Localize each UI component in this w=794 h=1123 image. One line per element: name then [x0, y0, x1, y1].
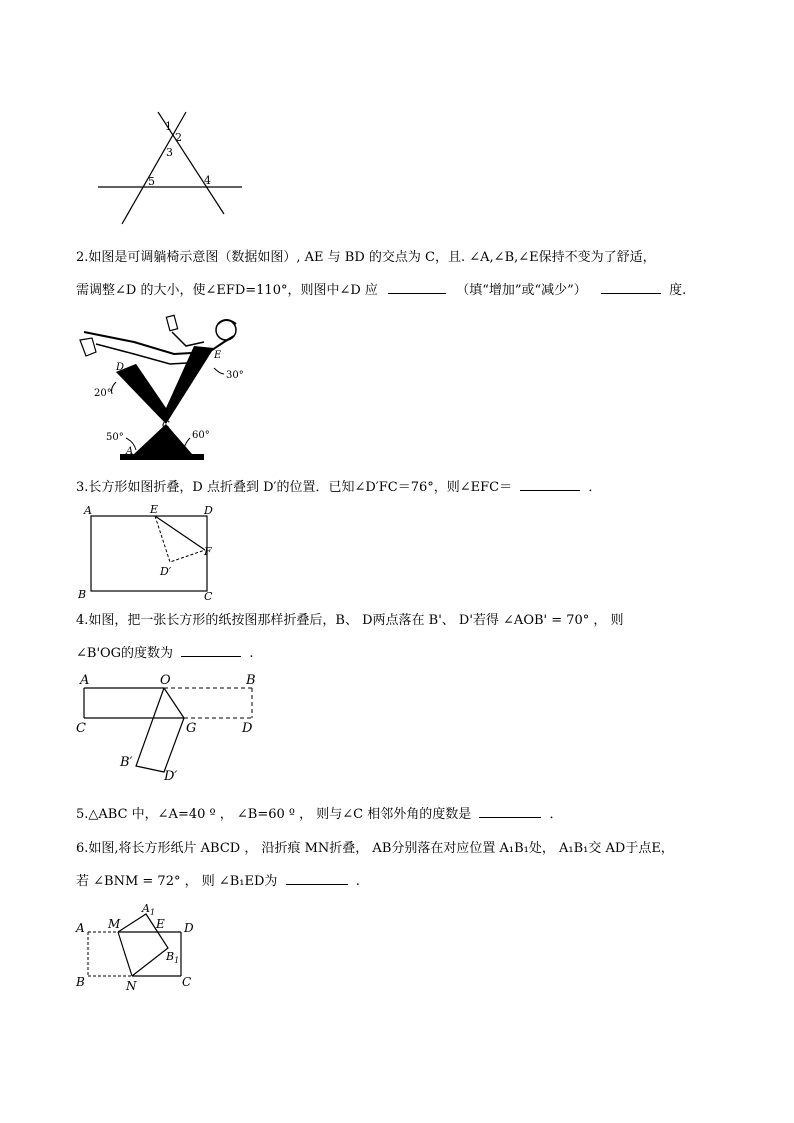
abcd-label-b1-main: B — [166, 950, 175, 963]
q4-line1: 4.如图，把一张长方形的纸按图那样折叠后，B、 D两点落在 B'、 D'若得 ∠AOB' = 70° ， 则 — [76, 613, 624, 628]
q3-question: 3.长方形如图折叠，D 点折叠到 D′的位置．已知∠D′FC＝76°，则∠EFC＝ — [76, 480, 513, 495]
rect-label-f: F — [204, 545, 212, 558]
q6-line2 — [76, 872, 360, 891]
q2-line2-unit: 度. — [669, 283, 687, 298]
abcd-label-n: N — [126, 979, 137, 993]
q4-question: ∠B'OG的度数为 — [76, 646, 174, 661]
q3-end: ． — [588, 480, 602, 495]
figure-angles — [90, 110, 250, 230]
chair-label-a: A — [126, 446, 134, 457]
q4-end: . — [249, 646, 254, 661]
strip-label-bprime: B′ — [120, 755, 133, 770]
abcd-label-e: E — [156, 917, 165, 931]
q6-blank[interactable] — [286, 872, 348, 885]
q6-question: 若 ∠BNM = 72° ， 则 ∠B₁ED为 — [76, 874, 278, 889]
abcd-label-a1 — [141, 902, 155, 917]
abcd-label-a: A — [76, 921, 85, 935]
angle-label-4: 4 — [204, 174, 211, 187]
figure-chair — [74, 312, 264, 467]
abcd-label-c: C — [182, 975, 192, 989]
strip-label-a: A — [80, 673, 90, 688]
q5-end: ． — [549, 807, 563, 822]
q3-blank[interactable] — [520, 478, 580, 491]
angle-label-2: 2 — [175, 131, 182, 144]
q2-line2-hint: （填“增加”或“减少”） — [456, 283, 587, 298]
q5-text — [76, 805, 563, 824]
rect-label-dprime: D′ — [160, 565, 172, 578]
angle-label-3: 3 — [166, 146, 173, 159]
chair-angle-30: 30° — [226, 370, 244, 381]
q2-line1: 2.如图是可调躺椅示意图（数据如图）, AE 与 BD 的交点为 C，且. ∠A,∠B,∠E保持不变为了舒适， — [76, 250, 656, 265]
abcd-label-a1-main: A — [142, 902, 150, 915]
chair-angle-20: 20° — [94, 388, 112, 399]
q6-line1: 6.如图,将长方形纸片 ABCD ， 沿折痕 MN折叠， AB分别落在对应位置 A₁B₁处， A₁B₁交 AD于点E， — [76, 841, 674, 856]
rect-label-d: D — [204, 504, 213, 517]
abcd-label-d: D — [184, 921, 194, 935]
q6-end: . — [355, 874, 360, 889]
chair-label-d: D — [116, 362, 125, 373]
chair-label-c: C — [162, 420, 170, 431]
chair-angle-50: 50° — [106, 432, 124, 443]
strip-label-g: G — [186, 721, 197, 736]
q2-blank-1[interactable] — [388, 281, 446, 294]
q5-blank[interactable] — [479, 805, 541, 818]
chair-label-e: E — [214, 350, 222, 361]
strip-label-o: O — [160, 673, 171, 688]
figure-fold-abcd — [74, 898, 204, 993]
figure-fold-strip — [74, 668, 264, 786]
angle-label-5: 5 — [148, 175, 155, 188]
rect-label-e: E — [150, 503, 159, 516]
chair-label-b: B — [174, 446, 182, 457]
figure-fold-rect — [78, 502, 228, 602]
rect-label-a: A — [84, 504, 92, 517]
q3-text — [76, 478, 601, 497]
strip-label-b: B — [246, 673, 256, 688]
abcd-label-m: M — [108, 917, 121, 931]
abcd-label-b1 — [165, 950, 179, 965]
strip-label-dprime: D′ — [164, 769, 178, 784]
abcd-label-a1-sub: 1 — [149, 908, 156, 917]
abcd-label-b: B — [76, 975, 85, 989]
q4-line2 — [76, 644, 253, 663]
rect-label-b: B — [78, 588, 87, 601]
rect-label-c: C — [204, 590, 213, 602]
q2-line2-text: 需调整∠D 的大小，使∠EFD=110°，则图中∠D 应 — [76, 283, 378, 298]
q5-question: 5.△ABC 中，∠A=40 º ， ∠B=60 º ， 则与∠C 相邻外角的度数是 — [76, 807, 472, 822]
strip-label-c: C — [76, 721, 86, 736]
q2-line2 — [76, 281, 686, 300]
angle-label-1: 1 — [165, 120, 172, 133]
abcd-label-b1-sub: 1 — [174, 956, 180, 965]
q2-blank-2[interactable] — [601, 281, 661, 294]
chair-angle-60: 60° — [192, 430, 210, 441]
strip-label-d: D — [242, 721, 253, 736]
q4-blank[interactable] — [181, 644, 241, 657]
